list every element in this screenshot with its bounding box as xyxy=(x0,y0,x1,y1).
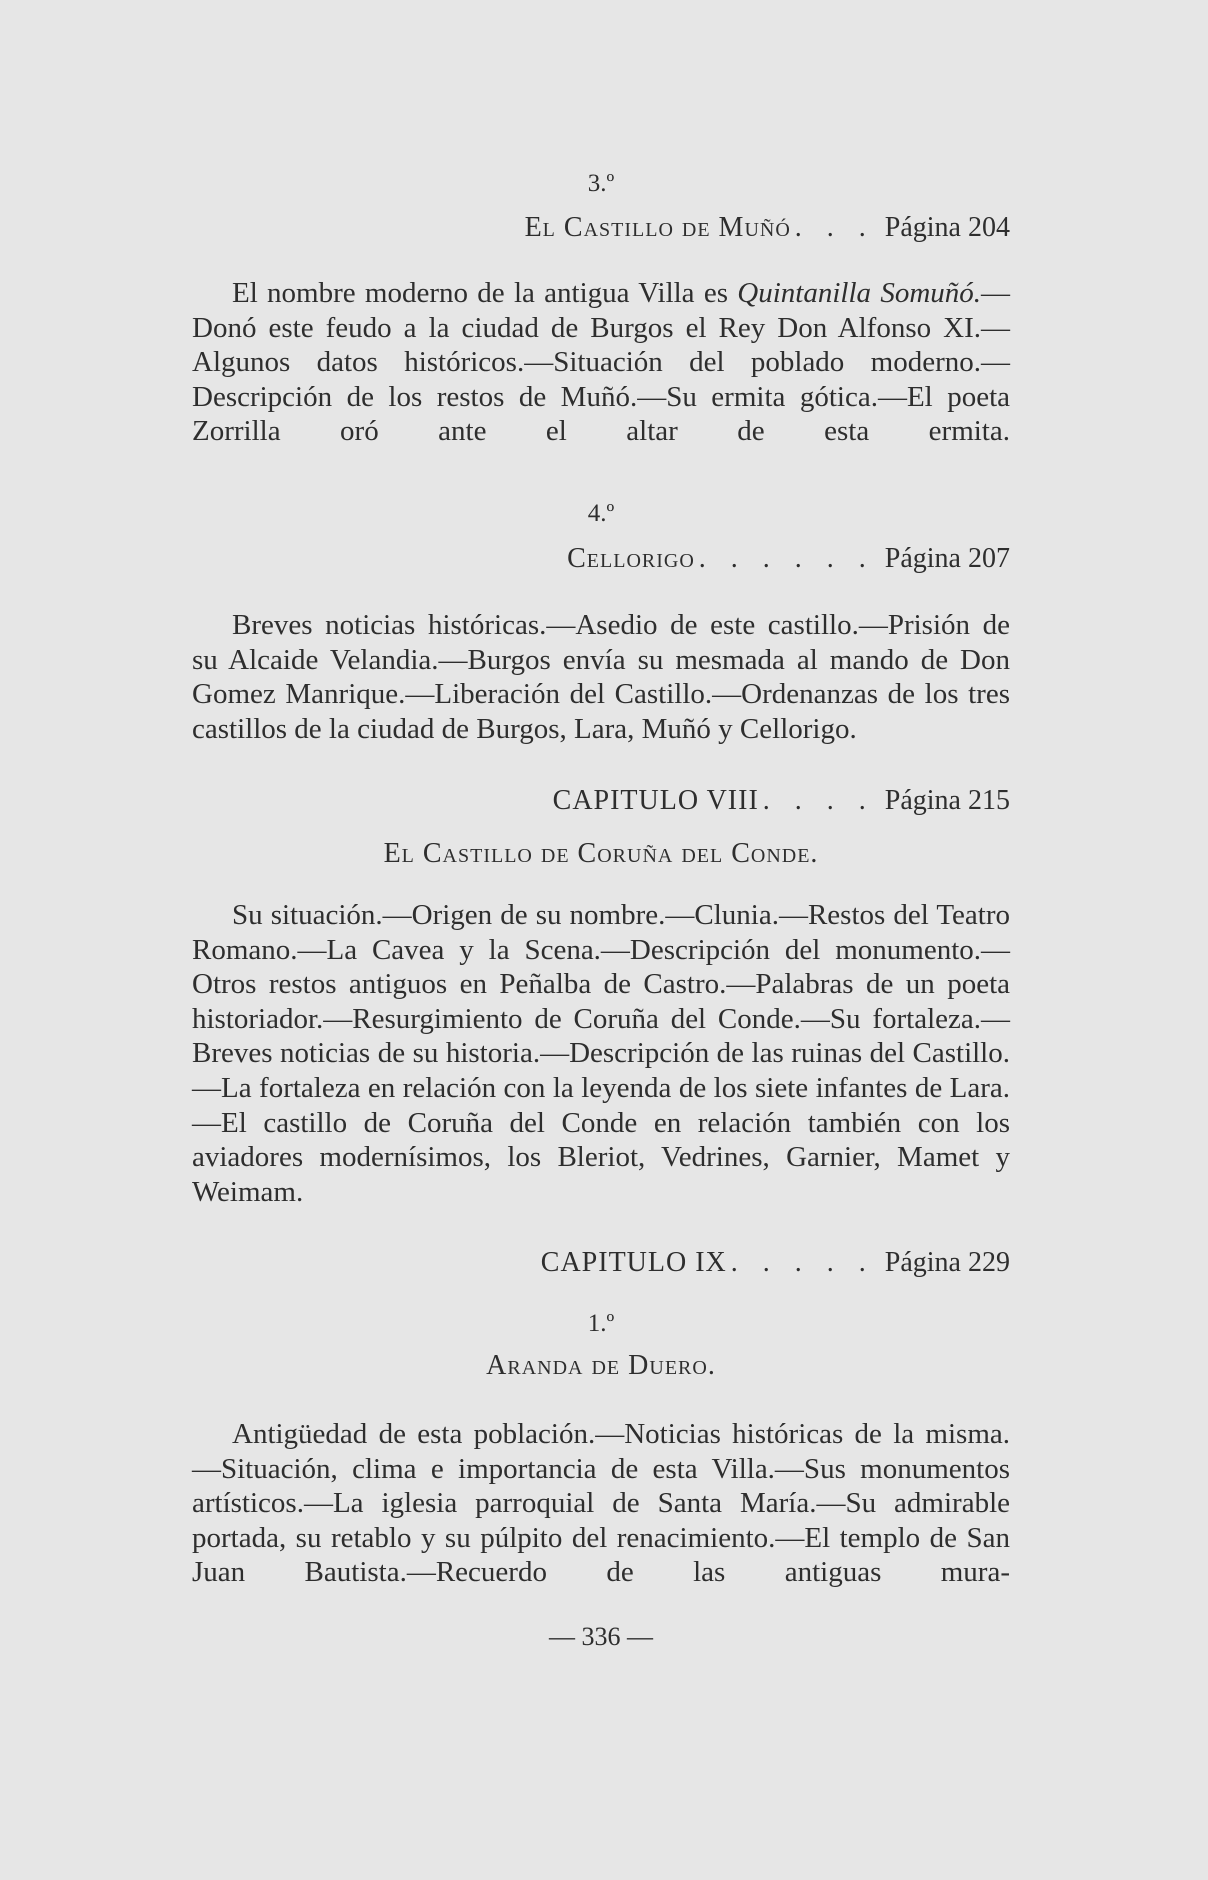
chapter-label: CAPITULO VIII xyxy=(552,785,759,816)
dot-leader: . . . . . xyxy=(730,1247,875,1278)
section-heading xyxy=(525,212,1010,244)
section-title: El Castillo de Muñó xyxy=(524,212,791,243)
section-number: 1.º xyxy=(587,1310,615,1337)
section-summary: Breves noticias históricas.—Asedio de este castillo.—Prisión de su Alcaide Velandia.—Burgos envía su mesmada al mando de Don Gomez Manrique.—Liberación del Castillo.—Ordenanzas de los tres castillos de la ciudad de Burgos, Lara, Muñó y Cellorigo. xyxy=(192,609,1010,745)
chapter-summary: Su situación.—Origen de su nombre.—Clunia.—Restos del Teatro Romano.—La Cavea y la Scena.—Descripción del monumento.—Otros restos antiguos en Peñalba de Castro.—Palabras de un poeta historiador.—Resurgimiento de Coruña del Conde.—Su fortaleza.—Breves noticias de su historia.—Descripción de las ruinas del Castillo.—La fortaleza en relación con la leyenda de los siete infantes de Lara.—El castillo de Coruña del Conde en relación también con los aviadores modernísimos, los Bleriot, Vedrines, Garnier, Mamet y Weimam. xyxy=(192,899,1010,1208)
dot-leader: . . . xyxy=(794,212,875,243)
summary-text: —Donó este feudo a la ciudad de Burgos el Rey Don Alfonso XI.—Algunos datos históricos.—Situación del poblado moderno.—Descripción de los restos de Muñó.—Su ermita gótica.—El poeta Zorrilla oró ante el altar de esta ermita. xyxy=(192,277,1011,448)
chapter-label: CAPITULO IX xyxy=(540,1247,727,1278)
dot-leader: . . . . xyxy=(762,785,875,816)
section-number: 4.º xyxy=(587,500,615,527)
page-reference: Página 215 xyxy=(884,785,1010,816)
section-heading xyxy=(567,543,1010,575)
summary-text: El nombre moderno de la antigua Villa es xyxy=(232,277,738,309)
summary-italic-text: Quintanilla Somuñó. xyxy=(737,277,982,309)
page-number: — 336 — xyxy=(549,1622,653,1651)
chapter-subtitle: El Castillo de Coruña del Conde. xyxy=(383,838,819,869)
section-title: Cellorigo xyxy=(567,543,695,574)
dot-leader: . . . . . . xyxy=(698,543,875,574)
page-reference: Página 229 xyxy=(884,1247,1010,1278)
chapter-heading xyxy=(553,785,1010,817)
chapter-heading xyxy=(541,1247,1010,1279)
page-reference: Página 207 xyxy=(884,543,1010,574)
section-summary xyxy=(192,276,1010,449)
section-number: 3.º xyxy=(587,170,615,197)
page-reference: Página 204 xyxy=(884,212,1010,243)
chapter-summary: Antigüedad de esta población.—Noticias históricas de la misma.—Situación, clima e importancia de esta Villa.—Sus monumentos artísticos.—La iglesia parroquial de Santa María.—Su admirable portada, su retablo y su púlpito del renacimiento.—El templo de San Juan Bautista.—Recuerdo de las antiguas mura- xyxy=(192,1418,1010,1589)
chapter-subtitle: Aranda de Duero. xyxy=(486,1350,716,1381)
